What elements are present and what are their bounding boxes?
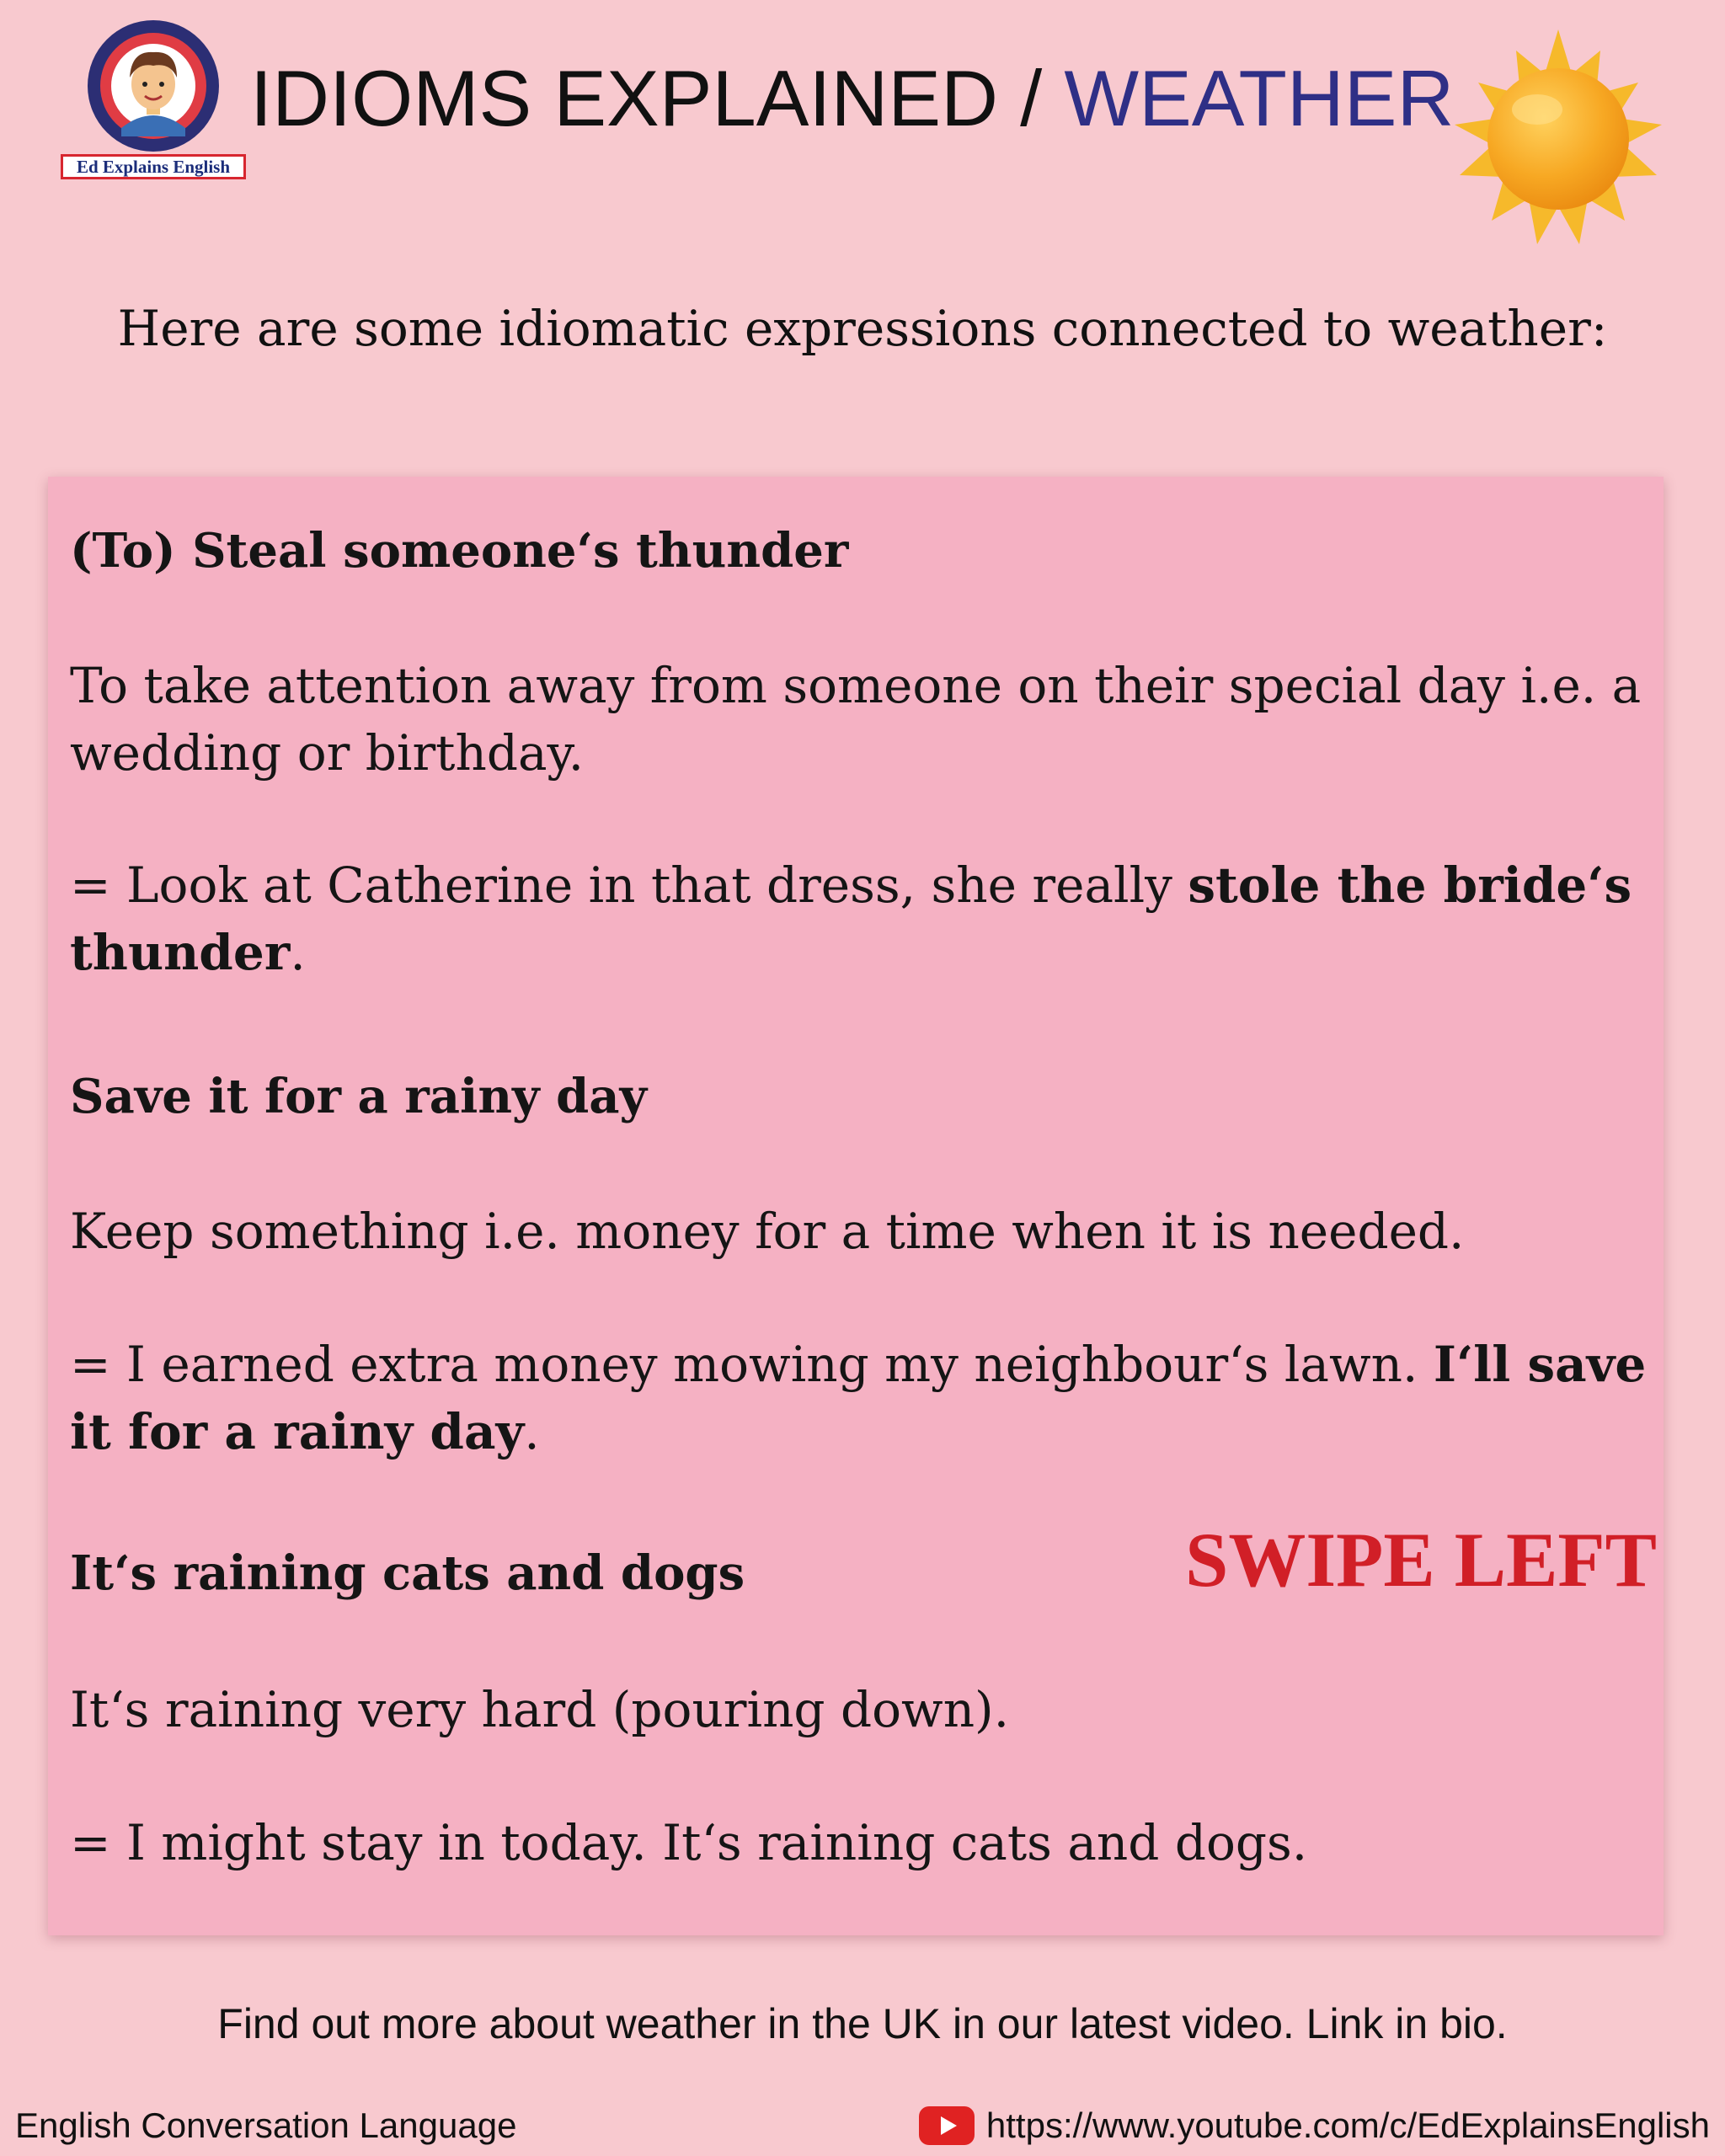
idiom-example bbox=[70, 1331, 1662, 1398]
idiom-heading: (To) Steal someone‘s thunder bbox=[70, 523, 849, 579]
idiom-heading: It‘s raining cats and dogs bbox=[70, 1545, 745, 1601]
example-text: . bbox=[524, 1403, 540, 1460]
logo-caption: Ed Explains English bbox=[61, 154, 246, 179]
idiom-definition: wedding or birthday. bbox=[70, 724, 585, 782]
idiom-example bbox=[70, 851, 1662, 919]
example-text: = I earned extra money mowing my neighbour‘s lawn. bbox=[70, 1336, 1434, 1393]
title-main: IDIOMS EXPLAINED / bbox=[250, 54, 1065, 142]
example-text: . bbox=[290, 924, 306, 981]
example-idiom: stole the bride‘s bbox=[1188, 857, 1632, 914]
youtube-link[interactable] bbox=[919, 2102, 1710, 2149]
example-idiom: thunder bbox=[70, 924, 291, 981]
ed-logo-icon bbox=[69, 19, 238, 153]
idiom-example bbox=[70, 919, 1662, 986]
idiom-definition: Keep something i.e. money for a time when it is needed. bbox=[70, 1203, 1465, 1260]
example-idiom: it for a rainy day bbox=[70, 1403, 525, 1460]
swipe-left-label: SWIPE LEFT bbox=[1185, 1517, 1657, 1603]
footer-channel-name: English Conversation Language bbox=[15, 2105, 517, 2145]
title-topic: WEATHER bbox=[1064, 54, 1455, 142]
ed-explains-english-logo bbox=[61, 19, 254, 187]
idiom-example bbox=[70, 1398, 1662, 1465]
intro-text: Here are some idiomatic expressions connected to weather: bbox=[117, 300, 1608, 357]
youtube-url[interactable]: https://www.youtube.com/c/EdExplainsEnglish bbox=[985, 2105, 1710, 2145]
example-text: = Look at Catherine in that dress, she really bbox=[70, 857, 1188, 914]
page-title bbox=[250, 52, 1454, 145]
idiom-heading: Save it for a rainy day bbox=[70, 1069, 648, 1124]
idiom-example: = I might stay in today. It‘s raining cats and dogs. bbox=[70, 1814, 1308, 1871]
example-idiom: I‘ll save bbox=[1433, 1336, 1647, 1393]
sun-icon bbox=[1445, 25, 1672, 253]
footer-note: Find out more about weather in the UK in our latest video. Link in bio. bbox=[217, 2000, 1508, 2047]
youtube-icon bbox=[919, 2106, 975, 2145]
idiom-definition: It‘s raining very hard (pouring down). bbox=[70, 1681, 1010, 1738]
idioms-card bbox=[48, 477, 1664, 1935]
idiom-definition: To take attention away from someone on their special day i.e. a bbox=[70, 657, 1642, 714]
